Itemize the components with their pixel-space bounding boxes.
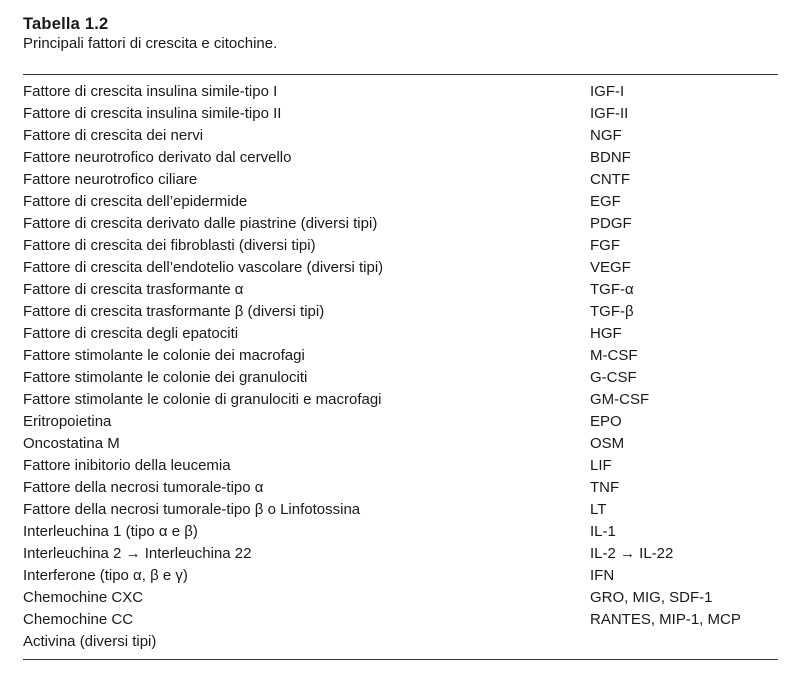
table-row: [23, 257, 778, 279]
factor-name: Activina (diversi tipi): [23, 633, 157, 650]
table-row: [23, 477, 778, 499]
factor-name: Fattore della necrosi tumorale-tipo α: [23, 479, 264, 496]
factor-abbreviation: IFN: [590, 567, 615, 584]
table-row: [23, 631, 778, 653]
factor-abbreviation: GRO, MIG, SDF-1: [590, 589, 713, 606]
factor-name: Eritropoietina: [23, 413, 112, 430]
table-row: [23, 543, 778, 565]
factor-abbreviation: GM-CSF: [590, 391, 650, 408]
factor-abbreviation: TGF-α: [590, 281, 634, 298]
factor-name: Fattore neurotrofico derivato dal cervello: [23, 149, 292, 166]
table-row: [23, 411, 778, 433]
factor-abbreviation: VEGF: [590, 259, 631, 276]
factor-name: Fattore di crescita derivato dalle piastrine (diversi tipi): [23, 215, 378, 232]
factor-name: Fattore di crescita dell’endotelio vascolare (diversi tipi): [23, 259, 384, 276]
table-row: [23, 169, 778, 191]
factor-abbreviation: BDNF: [590, 149, 631, 166]
table-row: [23, 323, 778, 345]
table-row: [23, 235, 778, 257]
factor-abbreviation: OSM: [590, 435, 625, 452]
table-row: [23, 499, 778, 521]
factor-name: Interleuchina 2 → Interleuchina 22: [23, 545, 252, 562]
table-row: [23, 147, 778, 169]
factor-abbreviation: TNF: [590, 479, 620, 496]
factor-abbreviation: RANTES, MIP-1, MCP: [590, 611, 741, 628]
factor-name: Fattore di crescita insulina simile-tipo II: [23, 105, 282, 122]
factor-abbreviation: HGF: [590, 325, 622, 342]
table-row: [23, 125, 778, 147]
factor-name: Fattore stimolante le colonie di granulociti e macrofagi: [23, 391, 382, 408]
factor-abbreviation: NGF: [590, 127, 622, 144]
table-row: [23, 213, 778, 235]
factor-abbreviation: EPO: [590, 413, 622, 430]
factor-name: Fattore stimolante le colonie dei macrofagi: [23, 347, 305, 364]
factor-name: Chemochine CC: [23, 611, 134, 628]
factor-name: Interleuchina 1 (tipo α e β): [23, 523, 198, 540]
table-row: [23, 191, 778, 213]
factor-abbreviation: FGF: [590, 237, 620, 254]
factor-abbreviation: IGF-I: [590, 83, 625, 100]
factor-abbreviation: G-CSF: [590, 369, 637, 386]
factor-name: Fattore di crescita trasformante β (diversi tipi): [23, 303, 325, 320]
table-row: [23, 81, 778, 103]
table-row: [23, 455, 778, 477]
table-container: [23, 14, 778, 660]
factor-abbreviation: PDGF: [590, 215, 632, 232]
bottom-rule: [23, 659, 778, 660]
factor-abbreviation: LT: [590, 501, 607, 518]
factor-name: Chemochine CXC: [23, 589, 144, 606]
factor-name: Fattore di crescita insulina simile-tipo I: [23, 83, 278, 100]
table-row: [23, 609, 778, 631]
factor-name: Fattore neurotrofico ciliare: [23, 171, 198, 188]
factor-abbreviation: CNTF: [590, 171, 630, 188]
factor-name: Fattore di crescita dei fibroblasti (diversi tipi): [23, 237, 316, 254]
table-row: [23, 279, 778, 301]
table-caption: Principali fattori di crescita e citochine.: [23, 35, 278, 52]
factor-name: Fattore di crescita trasformante α: [23, 281, 244, 298]
table-row: [23, 389, 778, 411]
factor-name: Fattore della necrosi tumorale-tipo β o Linfotossina: [23, 501, 361, 518]
factor-abbreviation: M-CSF: [590, 347, 638, 364]
table-body: [23, 81, 778, 653]
factor-name: Fattore inibitorio della leucemia: [23, 457, 231, 474]
table-row: [23, 345, 778, 367]
table-row: [23, 367, 778, 389]
factor-name: Fattore di crescita dell’epidermide: [23, 193, 248, 210]
factor-abbreviation: IL-2 → IL-22: [590, 545, 674, 562]
table-row: [23, 565, 778, 587]
table-row: [23, 433, 778, 455]
factor-abbreviation: LIF: [590, 457, 612, 474]
table-title: Tabella 1.2: [23, 15, 109, 33]
table-row: [23, 521, 778, 543]
top-rule: [23, 74, 778, 75]
factor-name: Interferone (tipo α, β e γ): [23, 567, 188, 584]
factor-abbreviation: IGF-II: [590, 105, 629, 122]
table-row: [23, 103, 778, 125]
factor-name: Fattore di crescita dei nervi: [23, 127, 204, 144]
factor-abbreviation: TGF-β: [590, 303, 634, 320]
table-row: [23, 301, 778, 323]
factor-name: Fattore stimolante le colonie dei granulociti: [23, 369, 308, 386]
factor-abbreviation: EGF: [590, 193, 621, 210]
factor-name: Oncostatina M: [23, 435, 120, 452]
factor-abbreviation: IL-1: [590, 523, 616, 540]
factor-name: Fattore di crescita degli epatociti: [23, 325, 239, 342]
table-row: [23, 587, 778, 609]
